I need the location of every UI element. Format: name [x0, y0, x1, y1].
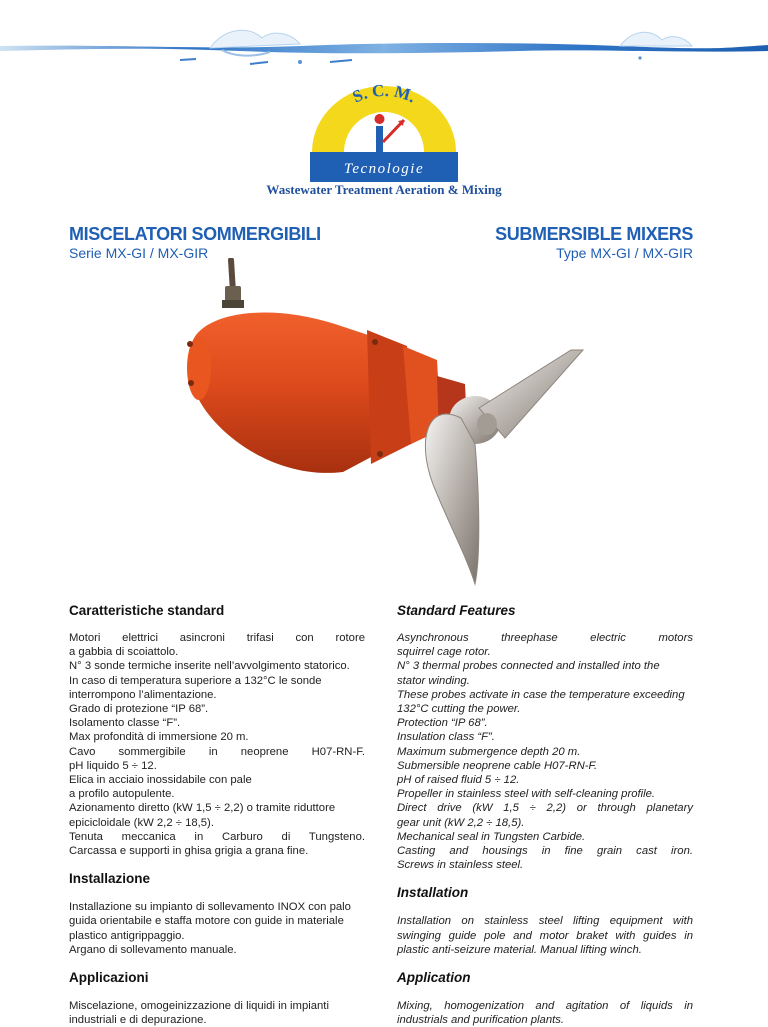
title-english: SUBMERSIBLE MIXERS — [495, 224, 693, 244]
text-line: Installazione su impianto di sollevamento INOX con palo — [69, 901, 351, 914]
title-italian: MISCELATORI SOMMERGIBILI — [69, 224, 321, 244]
text-line: Cavo sommergibile in neoprene H07-RN-F. — [69, 745, 365, 758]
text-line: Argano di sollevamento manuale. — [69, 943, 237, 956]
text-line: Direct drive (kW 1,5 ÷ 2,2) or through planetary — [397, 802, 693, 815]
title-block-english — [495, 224, 693, 261]
text-line: Insulation class “F”. — [397, 731, 495, 744]
heading-standard-features: Standard Features — [397, 603, 516, 618]
text-line: a gabbia di scoiattolo. — [69, 646, 179, 659]
text-line: Tenuta meccanica in Carburo di Tungsteno. — [69, 830, 365, 843]
text-line: 132°C cutting the power. — [397, 703, 521, 716]
english-application — [397, 999, 693, 1027]
company-tagline: Wastewater Treatment Aeration & Mixing — [266, 182, 502, 197]
italian-installation — [69, 900, 365, 957]
text-line: Max profondità di immersione 20 m. — [69, 731, 249, 744]
text-line: Elica in acciaio inossidabile con pale — [69, 774, 252, 787]
text-line: N° 3 sonde termiche inserite nell’avvolgimento statorico. — [69, 660, 350, 673]
text-line: swinging guide pole and motor braket with guides in — [397, 929, 693, 942]
text-line: Mechanical seal in Tungsten Carbide. — [397, 830, 586, 843]
text-line: a profilo autopulente. — [69, 788, 175, 801]
heading-installazione: Installazione — [69, 871, 151, 887]
text-line: Submersible neoprene cable H07-RN-F. — [397, 759, 598, 772]
text-line: Motori elettrici asincroni trifasi con rotore — [69, 632, 365, 644]
text-line: industrials and purification plants. — [397, 1014, 565, 1027]
text-line: Grado di protezione “IP 68”. — [69, 703, 209, 716]
text-line: Casting and housings in fine grain cast iron. — [397, 845, 693, 858]
scm-tecnologie-logo — [304, 82, 464, 184]
subtitle-english: Type MX-GI / MX-GIR — [556, 245, 693, 261]
text-line: Carcassa e supporti in ghisa grigia a grana fine. — [69, 845, 309, 858]
text-line: Mixing, homogenization and agitation of liquids in — [397, 1000, 693, 1013]
text-line: plastico antigrippaggio. — [69, 929, 185, 942]
text-line: Azionamento diretto (kW 1,5 ÷ 2,2) o tramite riduttore — [69, 802, 336, 815]
english-installation — [397, 914, 693, 957]
heading-caratteristiche-standard: Caratteristiche standard — [69, 603, 225, 618]
text-line: These probes activate in case the temperature exceeding — [397, 688, 685, 701]
heading-installation: Installation — [397, 885, 469, 901]
heading-application: Application — [397, 970, 471, 986]
text-line: Protection “IP 68”. — [397, 717, 488, 730]
text-line: Miscelazione, omogeinizzazione di liquidi in impianti — [69, 1000, 329, 1013]
submersible-mixer-image — [175, 258, 595, 594]
text-line: gear unit (kW 2,2 ÷ 18,5). — [397, 816, 525, 829]
text-line: guida orientabile e staffa motore con guide in materiale — [69, 915, 344, 928]
italian-application — [69, 999, 365, 1027]
text-line: plastic anti-seizure material. Manual lifting winch. — [397, 943, 642, 956]
text-line: In caso di temperatura superiore a 132°C le sonde — [69, 674, 322, 687]
italian-column — [69, 602, 365, 1027]
logo-tecnologie-text: Tecnologie — [343, 161, 425, 177]
logo-scm-text: S. C. M. — [349, 82, 419, 107]
text-line: Installation on stainless steel lifting equipment with — [397, 915, 693, 928]
italian-standard-features — [69, 631, 365, 858]
text-line: pH liquido 5 ÷ 12. — [69, 759, 157, 772]
text-line: Screws in stainless steel. — [397, 859, 524, 872]
water-splash-banner — [0, 22, 768, 82]
text-line: Propeller in stainless steel with self-cleaning profile. — [397, 788, 656, 801]
text-line: Maximum submergence depth 20 m. — [397, 745, 581, 758]
title-block-italian — [69, 224, 321, 261]
text-line: squirrel cage rotor. — [397, 646, 491, 659]
subtitle-italian: Serie MX-GI / MX-GIR — [69, 245, 209, 261]
text-line: interrompono l’alimentazione. — [69, 688, 217, 701]
english-standard-features — [397, 631, 693, 872]
text-line: epicicloidale (kW 2,2 ÷ 18,5). — [69, 816, 214, 829]
text-line: Isolamento classe “F”. — [69, 717, 181, 730]
english-column — [397, 602, 693, 1027]
text-line: Asynchronous threephase electric motors — [397, 632, 693, 644]
text-line: industriali e di depurazione. — [69, 1014, 207, 1027]
text-line: pH of raised fluid 5 ÷ 12. — [397, 774, 520, 787]
text-line: N° 3 thermal probes connected and installed into the — [397, 660, 660, 673]
heading-applicazioni: Applicazioni — [69, 970, 149, 986]
text-line: stator winding. — [397, 674, 470, 687]
